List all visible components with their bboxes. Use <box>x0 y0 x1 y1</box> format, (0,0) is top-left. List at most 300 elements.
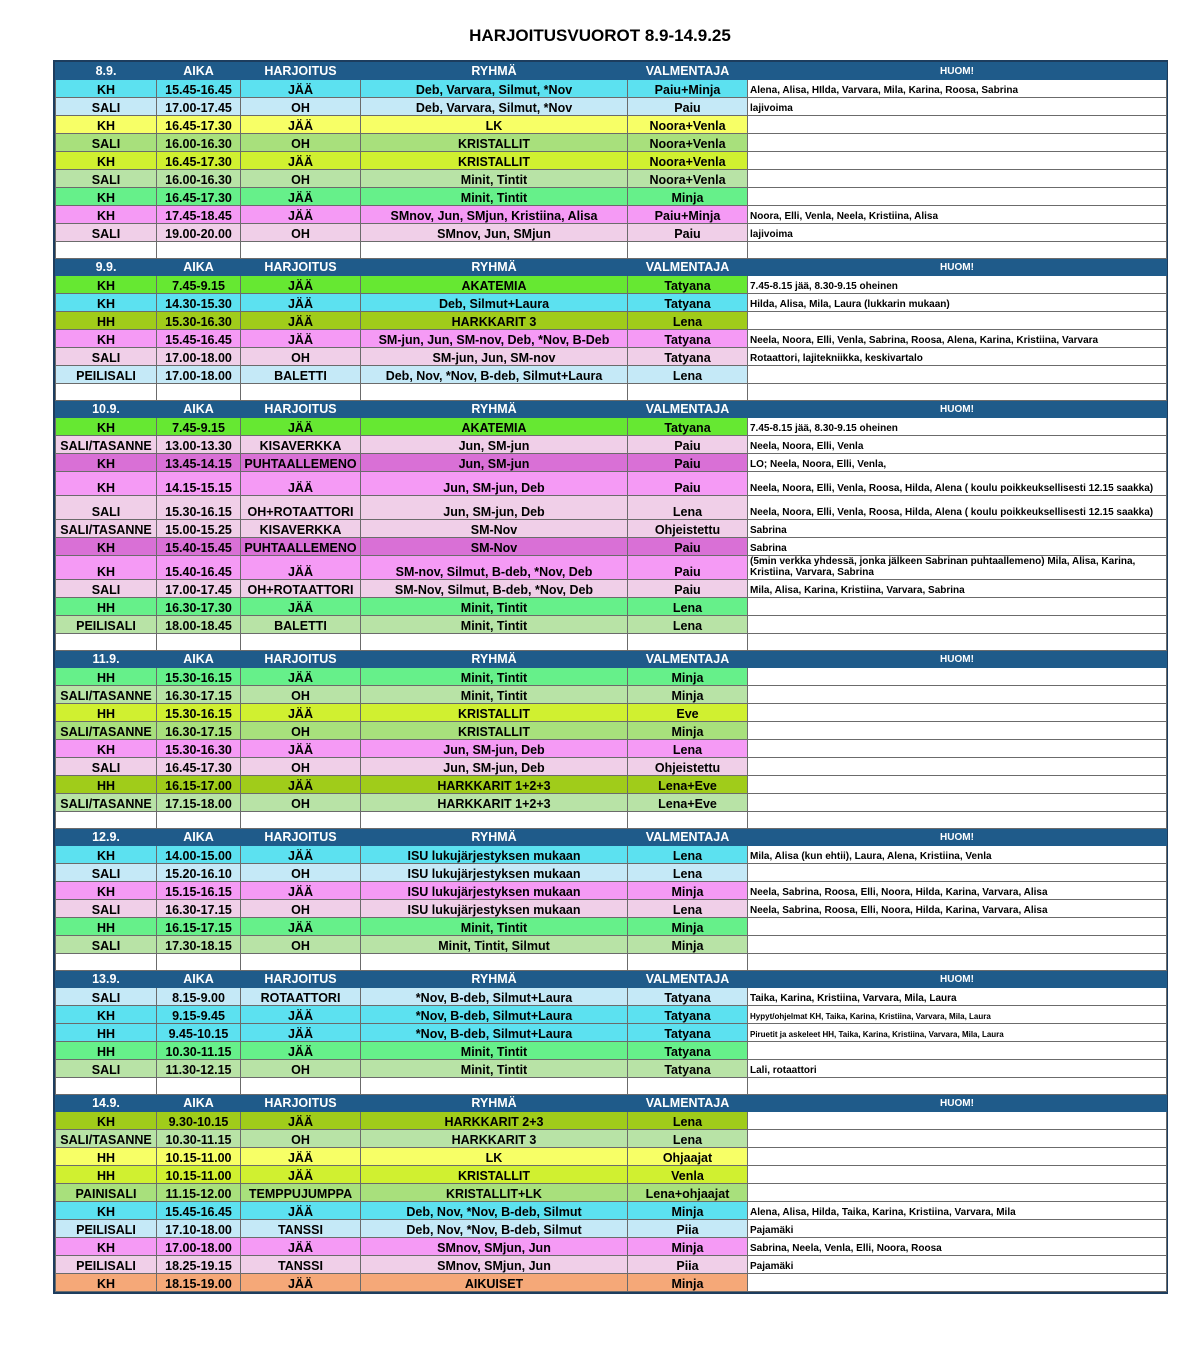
cell-paikka: HH <box>56 1024 157 1042</box>
cell-paikka: PAINISALI <box>56 1184 157 1202</box>
table-row <box>56 134 1167 152</box>
cell-aika: 16.00-16.30 <box>157 134 241 152</box>
cell-paikka: PEILISALI <box>56 1256 157 1274</box>
cell-huom: Pajamäki <box>748 1256 1167 1274</box>
cell-valmentaja: Noora+Venla <box>628 134 748 152</box>
cell-huom: Sabrina, Neela, Venla, Elli, Noora, Roosa <box>748 1238 1167 1256</box>
cell-aika: 16.45-17.30 <box>157 188 241 206</box>
cell-paikka: SALI <box>56 758 157 776</box>
cell-valmentaja: Paiu <box>628 538 748 556</box>
cell-aika: 17.15-18.00 <box>157 794 241 812</box>
cell-aika: 15.00-15.25 <box>157 520 241 538</box>
cell-aika: 16.15-17.00 <box>157 776 241 794</box>
cell-paikka: SALI <box>56 170 157 188</box>
cell-aika: 15.30-16.15 <box>157 704 241 722</box>
cell-huom <box>748 668 1167 686</box>
empty-cell <box>628 954 748 971</box>
cell-harjoitus: KISAVERKKA <box>241 520 361 538</box>
cell-huom <box>748 170 1167 188</box>
cell-huom <box>748 794 1167 812</box>
cell-ryhma: Deb, Varvara, Silmut, *Nov <box>361 80 628 98</box>
cell-ryhma: ISU lukujärjestyksen mukaan <box>361 882 628 900</box>
cell-huom: Mila, Alisa, Karina, Kristiina, Varvara, Sabrina <box>748 580 1167 598</box>
day-date: 9.9. <box>56 259 157 276</box>
col-header-valmentaja: VALMENTAJA <box>628 651 748 668</box>
cell-ryhma: SM-Nov <box>361 520 628 538</box>
table-row <box>56 496 1167 520</box>
cell-huom <box>748 1112 1167 1130</box>
empty-cell <box>241 812 361 829</box>
cell-aika: 15.45-16.45 <box>157 1202 241 1220</box>
cell-aika: 16.45-17.30 <box>157 152 241 170</box>
cell-huom: Neela, Noora, Elli, Venla, Sabrina, Roosa, Alena, Karina, Kristiina, Varvara <box>748 330 1167 348</box>
cell-aika: 15.45-16.45 <box>157 330 241 348</box>
cell-huom <box>748 366 1167 384</box>
cell-harjoitus: OH <box>241 1130 361 1148</box>
cell-huom <box>748 918 1167 936</box>
empty-cell <box>748 634 1167 651</box>
cell-harjoitus: OH+ROTAATTORI <box>241 580 361 598</box>
cell-paikka: SALI <box>56 224 157 242</box>
cell-aika: 17.10-18.00 <box>157 1220 241 1238</box>
cell-ryhma: KRISTALLIT <box>361 152 628 170</box>
col-header-valmentaja: VALMENTAJA <box>628 259 748 276</box>
table-row <box>56 80 1167 98</box>
cell-valmentaja: Tatyana <box>628 294 748 312</box>
cell-ryhma: ISU lukujärjestyksen mukaan <box>361 900 628 918</box>
table-row <box>56 436 1167 454</box>
empty-cell <box>361 634 628 651</box>
cell-harjoitus: JÄÄ <box>241 116 361 134</box>
cell-paikka: KH <box>56 1202 157 1220</box>
cell-paikka: SALI/TASANNE <box>56 436 157 454</box>
table-row <box>56 1220 1167 1238</box>
cell-aika: 14.30-15.30 <box>157 294 241 312</box>
cell-harjoitus: OH <box>241 170 361 188</box>
empty-cell <box>361 954 628 971</box>
day-header-row <box>56 971 1167 988</box>
cell-ryhma: SMnov, Jun, SMjun <box>361 224 628 242</box>
cell-valmentaja: Ohjeistettu <box>628 758 748 776</box>
cell-valmentaja: Eve <box>628 704 748 722</box>
cell-ryhma: LK <box>361 1148 628 1166</box>
cell-aika: 8.15-9.00 <box>157 988 241 1006</box>
table-row <box>56 846 1167 864</box>
cell-aika: 7.45-9.15 <box>157 418 241 436</box>
cell-ryhma: KRISTALLIT <box>361 1166 628 1184</box>
cell-paikka: KH <box>56 538 157 556</box>
col-header-huom: HUOM! <box>748 259 1167 276</box>
cell-valmentaja: Paiu <box>628 98 748 116</box>
cell-harjoitus: OH+ROTAATTORI <box>241 496 361 520</box>
cell-huom: Hilda, Alisa, Mila, Laura (lukkarin mukaan) <box>748 294 1167 312</box>
cell-valmentaja: Minja <box>628 882 748 900</box>
cell-paikka: SALI <box>56 496 157 520</box>
cell-huom <box>748 864 1167 882</box>
cell-huom: 7.45-8.15 jää, 8.30-9.15 oheinen <box>748 418 1167 436</box>
cell-valmentaja: Piia <box>628 1220 748 1238</box>
empty-cell <box>748 954 1167 971</box>
table-row <box>56 1238 1167 1256</box>
cell-aika: 16.30-17.30 <box>157 598 241 616</box>
cell-aika: 10.30-11.15 <box>157 1130 241 1148</box>
cell-paikka: SALI <box>56 134 157 152</box>
cell-paikka: SALI <box>56 348 157 366</box>
cell-huom: Neela, Noora, Elli, Venla, Roosa, Hilda, Alena ( koulu poikkeuksellisesti 12.15 saakka) <box>748 496 1167 520</box>
empty-cell <box>56 384 157 401</box>
cell-harjoitus: BALETTI <box>241 616 361 634</box>
cell-ryhma: HARKKARIT 1+2+3 <box>361 776 628 794</box>
cell-ryhma: Minit, Tintit <box>361 668 628 686</box>
cell-aika: 15.30-16.30 <box>157 312 241 330</box>
cell-paikka: SALI/TASANNE <box>56 1130 157 1148</box>
cell-valmentaja: Tatyana <box>628 1042 748 1060</box>
cell-harjoitus: OH <box>241 134 361 152</box>
cell-valmentaja: Minja <box>628 668 748 686</box>
cell-harjoitus: PUHTAALLEMENO <box>241 454 361 472</box>
col-header-aika: AIKA <box>157 1095 241 1112</box>
table-row <box>56 366 1167 384</box>
spacer-row <box>56 242 1167 259</box>
cell-ryhma: Jun, SM-jun, Deb <box>361 758 628 776</box>
cell-huom: Pajamäki <box>748 1220 1167 1238</box>
day-date: 11.9. <box>56 651 157 668</box>
cell-ryhma: AIKUISET <box>361 1274 628 1292</box>
cell-paikka: SALI <box>56 864 157 882</box>
cell-paikka: KH <box>56 294 157 312</box>
cell-valmentaja: Paiu <box>628 454 748 472</box>
cell-aika: 15.30-16.30 <box>157 740 241 758</box>
cell-harjoitus: JÄÄ <box>241 598 361 616</box>
table-row <box>56 312 1167 330</box>
cell-paikka: SALI <box>56 1060 157 1078</box>
cell-valmentaja: Lena <box>628 616 748 634</box>
spacer-row <box>56 1078 1167 1095</box>
table-row <box>56 224 1167 242</box>
empty-cell <box>628 384 748 401</box>
empty-cell <box>157 384 241 401</box>
cell-aika: 17.00-18.00 <box>157 348 241 366</box>
cell-aika: 16.00-16.30 <box>157 170 241 188</box>
col-header-harjoitus: HARJOITUS <box>241 401 361 418</box>
empty-cell <box>748 384 1167 401</box>
cell-valmentaja: Minja <box>628 1238 748 1256</box>
cell-paikka: KH <box>56 116 157 134</box>
cell-paikka: KH <box>56 418 157 436</box>
col-header-harjoitus: HARJOITUS <box>241 971 361 988</box>
cell-ryhma: KRISTALLIT <box>361 704 628 722</box>
empty-cell <box>361 384 628 401</box>
empty-cell <box>361 812 628 829</box>
cell-ryhma: LK <box>361 116 628 134</box>
col-header-valmentaja: VALMENTAJA <box>628 829 748 846</box>
empty-cell <box>157 812 241 829</box>
cell-ryhma: *Nov, B-deb, Silmut+Laura <box>361 988 628 1006</box>
empty-cell <box>748 1078 1167 1095</box>
cell-valmentaja: Tatyana <box>628 330 748 348</box>
cell-paikka: SALI/TASANNE <box>56 520 157 538</box>
empty-cell <box>241 954 361 971</box>
cell-ryhma: HARKKARIT 1+2+3 <box>361 794 628 812</box>
cell-huom <box>748 598 1167 616</box>
cell-paikka: KH <box>56 1112 157 1130</box>
cell-aika: 15.45-16.45 <box>157 80 241 98</box>
cell-huom: LO; Neela, Noora, Elli, Venla, <box>748 454 1167 472</box>
cell-valmentaja: Tatyana <box>628 1006 748 1024</box>
cell-huom: Neela, Sabrina, Roosa, Elli, Noora, Hilda, Karina, Varvara, Alisa <box>748 882 1167 900</box>
cell-paikka: KH <box>56 1006 157 1024</box>
cell-ryhma: Deb, Silmut+Laura <box>361 294 628 312</box>
cell-ryhma: ISU lukujärjestyksen mukaan <box>361 846 628 864</box>
cell-paikka: KH <box>56 330 157 348</box>
empty-cell <box>56 242 157 259</box>
cell-harjoitus: JÄÄ <box>241 188 361 206</box>
cell-valmentaja: Tatyana <box>628 988 748 1006</box>
cell-valmentaja: Ohjeistettu <box>628 520 748 538</box>
cell-harjoitus: JÄÄ <box>241 206 361 224</box>
cell-ryhma: SMnov, SMjun, Jun <box>361 1238 628 1256</box>
cell-harjoitus: JÄÄ <box>241 740 361 758</box>
cell-huom <box>748 686 1167 704</box>
cell-valmentaja: Lena+Eve <box>628 776 748 794</box>
cell-paikka: SALI/TASANNE <box>56 722 157 740</box>
cell-valmentaja: Lena <box>628 496 748 520</box>
table-row <box>56 1112 1167 1130</box>
cell-aika: 15.30-16.15 <box>157 496 241 520</box>
cell-valmentaja: Lena <box>628 312 748 330</box>
cell-valmentaja: Paiu <box>628 436 748 454</box>
cell-harjoitus: JÄÄ <box>241 846 361 864</box>
cell-paikka: HH <box>56 776 157 794</box>
cell-ryhma: HARKKARIT 3 <box>361 1130 628 1148</box>
empty-cell <box>628 1078 748 1095</box>
empty-cell <box>241 634 361 651</box>
cell-harjoitus: JÄÄ <box>241 556 361 580</box>
day-header-row <box>56 259 1167 276</box>
col-header-aika: AIKA <box>157 829 241 846</box>
cell-harjoitus: JÄÄ <box>241 668 361 686</box>
table-row <box>56 1130 1167 1148</box>
cell-ryhma: Minit, Tintit <box>361 1060 628 1078</box>
cell-valmentaja: Lena+ohjaajat <box>628 1184 748 1202</box>
day-date: 12.9. <box>56 829 157 846</box>
cell-valmentaja: Tatyana <box>628 1024 748 1042</box>
day-date: 10.9. <box>56 401 157 418</box>
cell-paikka: KH <box>56 740 157 758</box>
cell-valmentaja: Lena <box>628 366 748 384</box>
cell-huom <box>748 188 1167 206</box>
cell-huom: Sabrina <box>748 520 1167 538</box>
cell-ryhma: SM-nov, Silmut, B-deb, *Nov, Deb <box>361 556 628 580</box>
cell-huom: lajivoima <box>748 98 1167 116</box>
table-row <box>56 472 1167 496</box>
table-row <box>56 116 1167 134</box>
empty-cell <box>56 1078 157 1095</box>
cell-paikka: SALI/TASANNE <box>56 686 157 704</box>
table-row <box>56 616 1167 634</box>
cell-huom: Lali, rotaattori <box>748 1060 1167 1078</box>
cell-valmentaja: Lena+Eve <box>628 794 748 812</box>
cell-huom <box>748 776 1167 794</box>
col-header-huom: HUOM! <box>748 971 1167 988</box>
cell-harjoitus: JÄÄ <box>241 1166 361 1184</box>
table-row <box>56 170 1167 188</box>
cell-aika: 17.30-18.15 <box>157 936 241 954</box>
cell-harjoitus: OH <box>241 224 361 242</box>
cell-harjoitus: JÄÄ <box>241 776 361 794</box>
cell-harjoitus: JÄÄ <box>241 1006 361 1024</box>
cell-aika: 16.45-17.30 <box>157 116 241 134</box>
cell-paikka: KH <box>56 1238 157 1256</box>
page-title: HARJOITUSVUOROT 8.9-14.9.25 <box>469 26 731 45</box>
cell-aika: 17.00-17.45 <box>157 98 241 116</box>
empty-cell <box>628 634 748 651</box>
cell-paikka: SALI <box>56 98 157 116</box>
cell-ryhma: Jun, SM-jun, Deb <box>361 740 628 758</box>
cell-valmentaja: Lena <box>628 900 748 918</box>
cell-huom: Mila, Alisa (kun ehtii), Laura, Alena, Kristiina, Venla <box>748 846 1167 864</box>
table-row <box>56 598 1167 616</box>
empty-cell <box>241 384 361 401</box>
cell-ryhma: Minit, Tintit <box>361 616 628 634</box>
cell-aika: 19.00-20.00 <box>157 224 241 242</box>
cell-valmentaja: Minja <box>628 1274 748 1292</box>
cell-valmentaja: Paiu <box>628 472 748 496</box>
col-header-huom: HUOM! <box>748 651 1167 668</box>
table-row <box>56 1042 1167 1060</box>
cell-harjoitus: JÄÄ <box>241 294 361 312</box>
cell-aika: 17.00-18.00 <box>157 1238 241 1256</box>
cell-paikka: PEILISALI <box>56 616 157 634</box>
cell-ryhma: Minit, Tintit <box>361 188 628 206</box>
cell-harjoitus: TANSSI <box>241 1220 361 1238</box>
col-header-huom: HUOM! <box>748 1095 1167 1112</box>
cell-valmentaja: Paiu <box>628 556 748 580</box>
table-row <box>56 418 1167 436</box>
cell-ryhma: *Nov, B-deb, Silmut+Laura <box>361 1006 628 1024</box>
col-header-ryhma: RYHMÄ <box>361 259 628 276</box>
table-row <box>56 988 1167 1006</box>
table-row <box>56 1166 1167 1184</box>
table-row <box>56 454 1167 472</box>
cell-aika: 10.15-11.00 <box>157 1166 241 1184</box>
table-row <box>56 936 1167 954</box>
cell-aika: 13.45-14.15 <box>157 454 241 472</box>
cell-harjoitus: OH <box>241 686 361 704</box>
cell-huom <box>748 1274 1167 1292</box>
cell-harjoitus: JÄÄ <box>241 704 361 722</box>
cell-aika: 10.30-11.15 <box>157 1042 241 1060</box>
cell-valmentaja: Tatyana <box>628 1060 748 1078</box>
cell-harjoitus: JÄÄ <box>241 152 361 170</box>
cell-paikka: KH <box>56 80 157 98</box>
cell-huom: Alena, Alisa, HIlda, Varvara, Mila, Karina, Roosa, Sabrina <box>748 80 1167 98</box>
empty-cell <box>157 634 241 651</box>
cell-ryhma: Deb, Nov, *Nov, B-deb, Silmut <box>361 1202 628 1220</box>
empty-cell <box>241 1078 361 1095</box>
cell-paikka: KH <box>56 882 157 900</box>
empty-cell <box>157 1078 241 1095</box>
cell-ryhma: SM-Nov <box>361 538 628 556</box>
cell-aika: 14.15-15.15 <box>157 472 241 496</box>
cell-ryhma: KRISTALLIT+LK <box>361 1184 628 1202</box>
cell-valmentaja: Minja <box>628 1202 748 1220</box>
cell-ryhma: KRISTALLIT <box>361 722 628 740</box>
cell-huom: Neela, Sabrina, Roosa, Elli, Noora, Hilda, Karina, Varvara, Alisa <box>748 900 1167 918</box>
cell-paikka: KH <box>56 152 157 170</box>
cell-aika: 16.30-17.15 <box>157 686 241 704</box>
table-row <box>56 1202 1167 1220</box>
cell-ryhma: SM-jun, Jun, SM-nov <box>361 348 628 366</box>
cell-aika: 15.20-16.10 <box>157 864 241 882</box>
cell-paikka: HH <box>56 1148 157 1166</box>
cell-huom: Neela, Noora, Elli, Venla, Roosa, Hilda, Alena ( koulu poikkeuksellisesti 12.15 saakka) <box>748 472 1167 496</box>
cell-aika: 11.30-12.15 <box>157 1060 241 1078</box>
table-row <box>56 152 1167 170</box>
cell-ryhma: AKATEMIA <box>361 418 628 436</box>
cell-ryhma: Minit, Tintit <box>361 1042 628 1060</box>
cell-harjoitus: OH <box>241 1060 361 1078</box>
day-date: 14.9. <box>56 1095 157 1112</box>
cell-valmentaja: Paiu <box>628 580 748 598</box>
col-header-ryhma: RYHMÄ <box>361 971 628 988</box>
cell-harjoitus: JÄÄ <box>241 1202 361 1220</box>
col-header-valmentaja: VALMENTAJA <box>628 401 748 418</box>
empty-cell <box>241 242 361 259</box>
col-header-ryhma: RYHMÄ <box>361 829 628 846</box>
cell-paikka: HH <box>56 598 157 616</box>
day-header-row <box>56 651 1167 668</box>
col-header-aika: AIKA <box>157 259 241 276</box>
cell-harjoitus: JÄÄ <box>241 330 361 348</box>
cell-huom: (5min verkka yhdessä, jonka jälkeen Sabrinan puhtaallemeno) Mila, Alisa, Karina, Kristiina, Varvara, Sabrina <box>748 556 1167 580</box>
table-row <box>56 188 1167 206</box>
cell-harjoitus: JÄÄ <box>241 312 361 330</box>
cell-paikka: HH <box>56 668 157 686</box>
cell-paikka: HH <box>56 1166 157 1184</box>
cell-aika: 16.45-17.30 <box>157 758 241 776</box>
cell-paikka: KH <box>56 846 157 864</box>
cell-aika: 16.30-17.15 <box>157 900 241 918</box>
cell-harjoitus: JÄÄ <box>241 1112 361 1130</box>
cell-aika: 16.30-17.15 <box>157 722 241 740</box>
cell-huom <box>748 1130 1167 1148</box>
cell-paikka: SALI <box>56 988 157 1006</box>
cell-valmentaja: Ohjaajat <box>628 1148 748 1166</box>
cell-harjoitus: KISAVERKKA <box>241 436 361 454</box>
cell-valmentaja: Lena <box>628 846 748 864</box>
cell-valmentaja: Noora+Venla <box>628 152 748 170</box>
col-header-valmentaja: VALMENTAJA <box>628 971 748 988</box>
empty-cell <box>56 812 157 829</box>
cell-huom <box>748 936 1167 954</box>
cell-paikka: HH <box>56 918 157 936</box>
cell-harjoitus: JÄÄ <box>241 472 361 496</box>
table-row <box>56 1274 1167 1292</box>
cell-harjoitus: JÄÄ <box>241 80 361 98</box>
cell-huom: Hypyt/ohjelmat KH, Taika, Karina, Kristiina, Varvara, Mila, Laura <box>748 1006 1167 1024</box>
col-header-aika: AIKA <box>157 401 241 418</box>
cell-harjoitus: JÄÄ <box>241 1024 361 1042</box>
cell-ryhma: HARKKARIT 3 <box>361 312 628 330</box>
cell-aika: 15.40-15.45 <box>157 538 241 556</box>
cell-valmentaja: Tatyana <box>628 276 748 294</box>
cell-valmentaja: Paiu <box>628 224 748 242</box>
cell-valmentaja: Lena <box>628 1112 748 1130</box>
cell-aika: 17.45-18.45 <box>157 206 241 224</box>
empty-cell <box>748 812 1167 829</box>
cell-huom: lajivoima <box>748 224 1167 242</box>
